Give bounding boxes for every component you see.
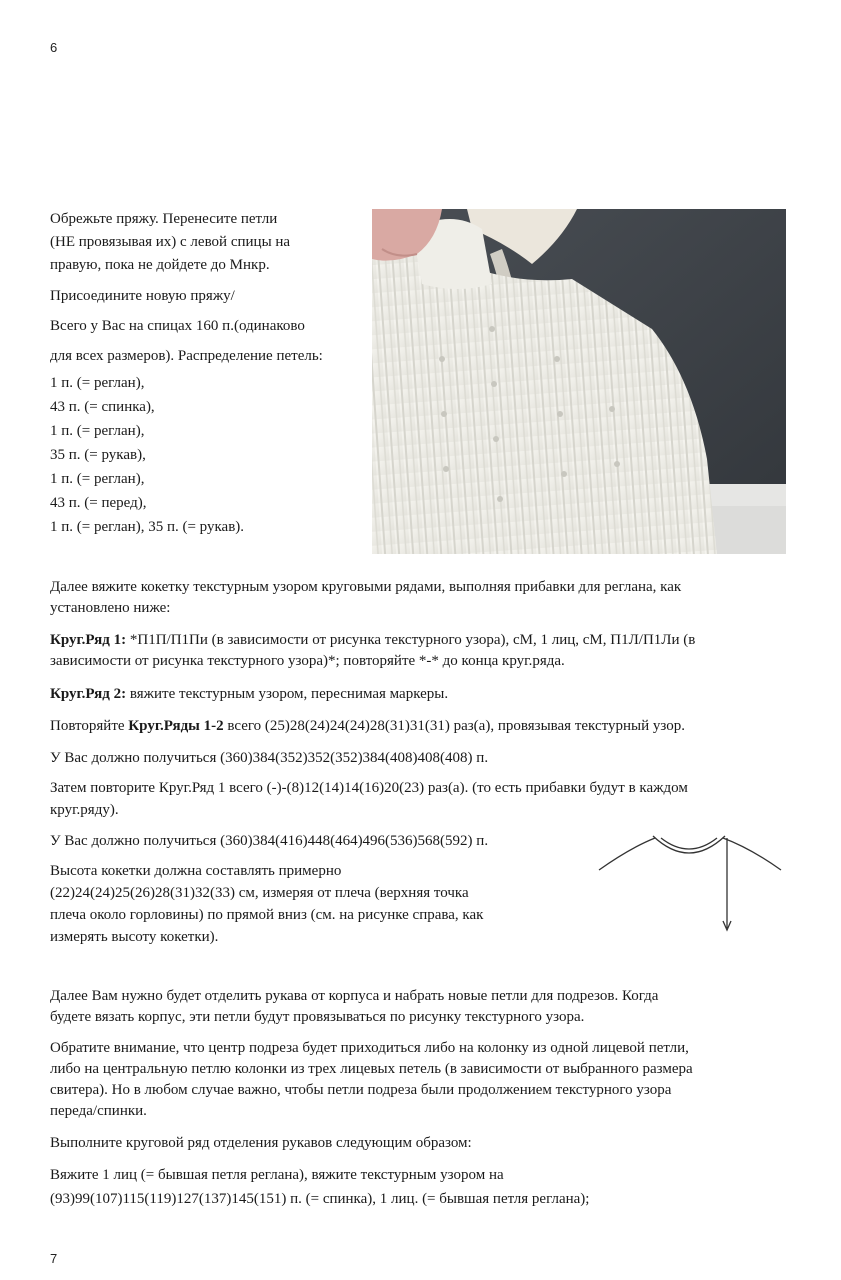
yoke-height: измерять высоту кокетки). — [50, 929, 219, 945]
intro-line: Присоедините новую пряжу/ — [50, 288, 235, 304]
stitch-count-1: У Вас должно получиться (360)384(352)352(352)384(408)408(408) п. — [50, 750, 489, 766]
stitch-line: 1 п. (= реглан), — [50, 423, 145, 439]
separate-paragraph: будете вязать корпус, эти петли будут провязываться по рисунку текстурного узора. — [50, 1009, 585, 1025]
note-paragraph: переда/спинки. — [50, 1103, 147, 1119]
page-number-bottom: 7 — [50, 1251, 58, 1266]
intro-line: правую, пока не дойдете до Мнкр. — [50, 257, 270, 273]
stitch-line: 1 п. (= реглан), — [50, 471, 145, 487]
repeat-round-1: круг.ряду). — [50, 802, 119, 818]
intro-line: Всего у Вас на спицах 160 п.(одинаково — [50, 318, 305, 334]
repeat-instruction — [50, 716, 685, 737]
repeat-label: Круг.Ряды 1-2 — [128, 718, 224, 734]
note-paragraph: свитера). Но в любом случае важно, чтобы петли подреза были продолжением текстурного узора — [50, 1082, 672, 1098]
stitch-line: 35 п. (= рукав), — [50, 447, 146, 463]
stitch-line: 1 п. (= реглан), — [50, 375, 145, 391]
round-1-label: Круг.Ряд 1: — [50, 632, 127, 648]
repeat-round-1: Затем повторите Круг.Ряд 1 всего (-)-(8)12(14)14(16)20(23) раз(а). (то есть прибавки будут в каждом — [50, 780, 688, 796]
repeat-text: всего (25)28(24)24(24)28(31)31(31) раз(а), провязывая текстурный узор. — [223, 718, 685, 734]
round-2-instruction — [50, 684, 448, 705]
note-paragraph: Обратите внимание, что центр подреза будет приходиться либо на колонку из одной лицевой петли, — [50, 1040, 689, 1056]
repeat-prefix: Повторяйте — [50, 718, 129, 734]
round-2-text: вяжите текстурным узором, переснимая маркеры. — [126, 686, 449, 702]
stitch-line: 1 п. (= реглан), 35 п. (= рукав). — [50, 519, 245, 535]
round-2-label: Круг.Ряд 2: — [50, 686, 127, 702]
note-paragraph: либо на центральную петлю колонки из трех лицевых петель (в зависимости от выбранного размера — [50, 1061, 693, 1077]
yoke-paragraph: Далее вяжите кокетку текстурным узором круговыми рядами, выполняя прибавки для реглана, как — [50, 579, 682, 595]
yoke-height: плеча около горловины) по прямой вниз (см. на рисунке справа, как — [50, 907, 484, 923]
yoke-height: Высота кокетки должна составлять примерно — [50, 863, 342, 879]
yoke-height: (22)24(24)25(26)28(31)32(33) см, измеряя от плеча (верхняя точка — [50, 885, 469, 901]
separation-round: (93)99(107)115(119)127(137)145(151) п. (= спинка), 1 лиц. (= бывшая петля реглана); — [50, 1191, 590, 1207]
yoke-measure-diagram — [595, 830, 785, 935]
yoke-paragraph: установлено ниже: — [50, 600, 171, 616]
page-number-top: 6 — [50, 40, 58, 55]
intro-line: Обрежьте пряжу. Перенесите петли — [50, 211, 278, 227]
stitch-line: 43 п. (= перед), — [50, 495, 147, 511]
stitch-line: 43 п. (= спинка), — [50, 399, 155, 415]
separation-round: Вяжите 1 лиц (= бывшая петля реглана), вяжите текстурным узором на — [50, 1167, 504, 1183]
sweater-photo — [372, 209, 786, 554]
round-1-continued: зависимости от рисунка текстурного узора)*; повторяйте *-* до конца круг.ряда. — [50, 653, 565, 669]
separation-round-intro: Выполните круговой ряд отделения рукавов следующим образом: — [50, 1135, 472, 1151]
intro-line: (НЕ провязывая их) с левой спицы на — [50, 234, 291, 250]
round-1-instruction — [50, 630, 695, 651]
separate-paragraph: Далее Вам нужно будет отделить рукава от корпуса и набрать новые петли для подрезов. Когда — [50, 988, 659, 1004]
round-1-text: *П1П/П1Пи (в зависимости от рисунка текстурного узора), сМ, 1 лиц, сМ, П1Л/П1Ли (в — [126, 632, 696, 648]
stitch-count-2: У Вас должно получиться (360)384(416)448(464)496(536)568(592) п. — [50, 833, 489, 849]
intro-line: для всех размеров). Распределение петель: — [50, 348, 323, 364]
